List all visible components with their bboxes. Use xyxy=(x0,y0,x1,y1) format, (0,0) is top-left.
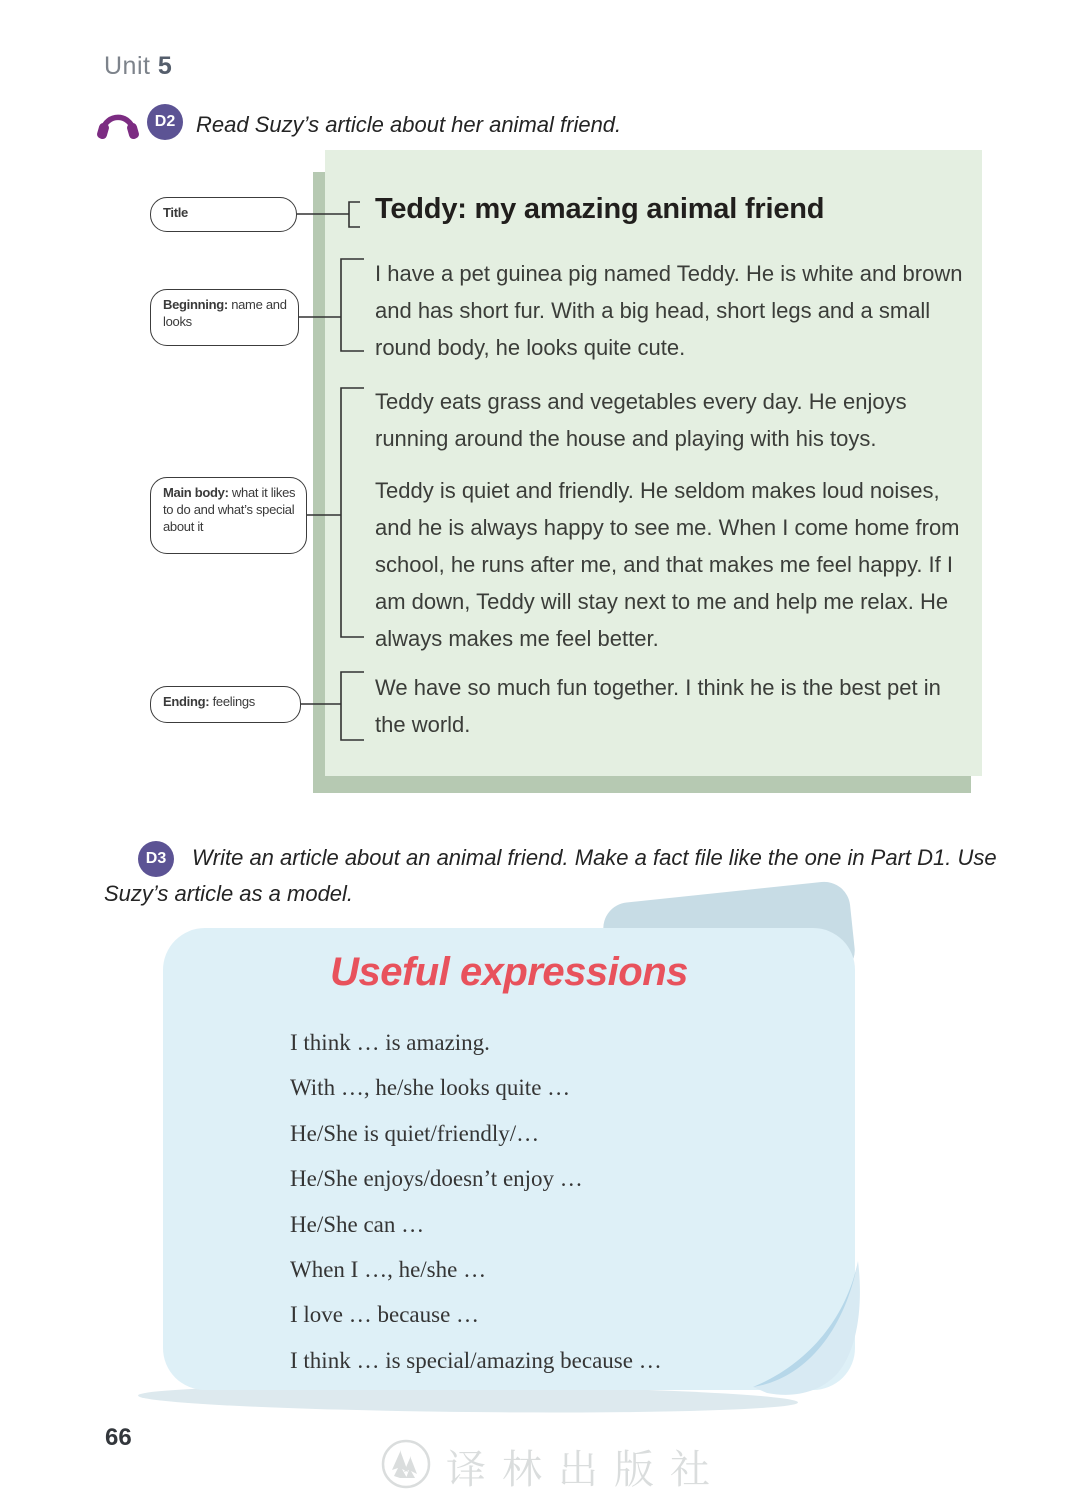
label-main-body xyxy=(150,477,307,554)
label-beginning-bold: Beginning: xyxy=(163,297,228,312)
expression-item: When I …, he/she … xyxy=(290,1257,487,1283)
label-ending-rest: feelings xyxy=(209,694,256,709)
d3-instruction: Write an article about an animal friend. Make a fact file like the one in Part D1. Use Suzy’s article as a model. xyxy=(104,845,997,906)
unit-header xyxy=(104,52,172,81)
activity-badge-d2 xyxy=(147,104,183,140)
label-main-body-rest: what it likes to do and what’s special about it xyxy=(163,485,296,534)
expression-item: He/She enjoys/doesn’t enjoy … xyxy=(290,1166,583,1192)
unit-number: 5 xyxy=(157,52,173,80)
label-beginning-rest: name and looks xyxy=(163,297,287,329)
article-paragraph-ending: We have so much fun together. I think he is the best pet in the world. xyxy=(375,675,941,737)
label-title-bold: Title xyxy=(163,205,188,220)
publisher-name: 译林出版社 xyxy=(446,1447,726,1492)
useful-expressions-panel xyxy=(160,888,870,1428)
expression-item: I think … is special/amazing because … xyxy=(290,1347,662,1373)
expression-item: I love … because … xyxy=(290,1302,480,1328)
article-title: Teddy: my amazing animal friend xyxy=(375,193,825,225)
useful-expressions-list xyxy=(290,1020,662,1383)
page-curl-decoration xyxy=(745,1257,865,1402)
page-number: 66 xyxy=(105,1424,132,1451)
activity-badge-d2-label: D2 xyxy=(154,113,176,130)
expression-item: He/She can … xyxy=(290,1211,425,1237)
label-ending-bold: Ending: xyxy=(163,694,210,709)
panel-sheet xyxy=(163,928,855,1390)
label-ending xyxy=(150,686,301,723)
article-paragraph-body-2: Teddy is quiet and friendly. He seldom makes loud noises, and he is always happy to see me. When I come home from school, he runs after me, and that makes me feel happy. If I am down, Teddy will stay next to me and help me relax. He always makes me feel better. xyxy=(375,478,960,651)
publisher-logo-icon xyxy=(380,1438,432,1495)
publisher-watermark xyxy=(380,1438,726,1495)
label-beginning xyxy=(150,289,299,346)
useful-expressions-title: Useful expressions xyxy=(330,950,688,994)
label-title xyxy=(150,197,297,232)
article-paragraph-body-1: Teddy eats grass and vegetables every day. He enjoys running around the house and playing with his toys. xyxy=(375,389,907,451)
expression-item: With …, he/she looks quite … xyxy=(290,1075,571,1101)
expression-item: He/She is quiet/friendly/… xyxy=(290,1120,540,1146)
expression-item: I think … is amazing. xyxy=(290,1030,490,1055)
headphones-icon xyxy=(96,102,140,147)
unit-label: Unit xyxy=(104,52,151,80)
d2-instruction: Read Suzy’s article about her animal friend. xyxy=(196,112,622,137)
article-paragraph-beginning: I have a pet guinea pig named Teddy. He is white and brown and has short fur. With a big head, short legs and a small round body, he looks quite cute. xyxy=(375,261,963,360)
label-main-body-bold: Main body: xyxy=(163,485,229,500)
activity-badge-d3-label: D3 xyxy=(145,850,167,867)
